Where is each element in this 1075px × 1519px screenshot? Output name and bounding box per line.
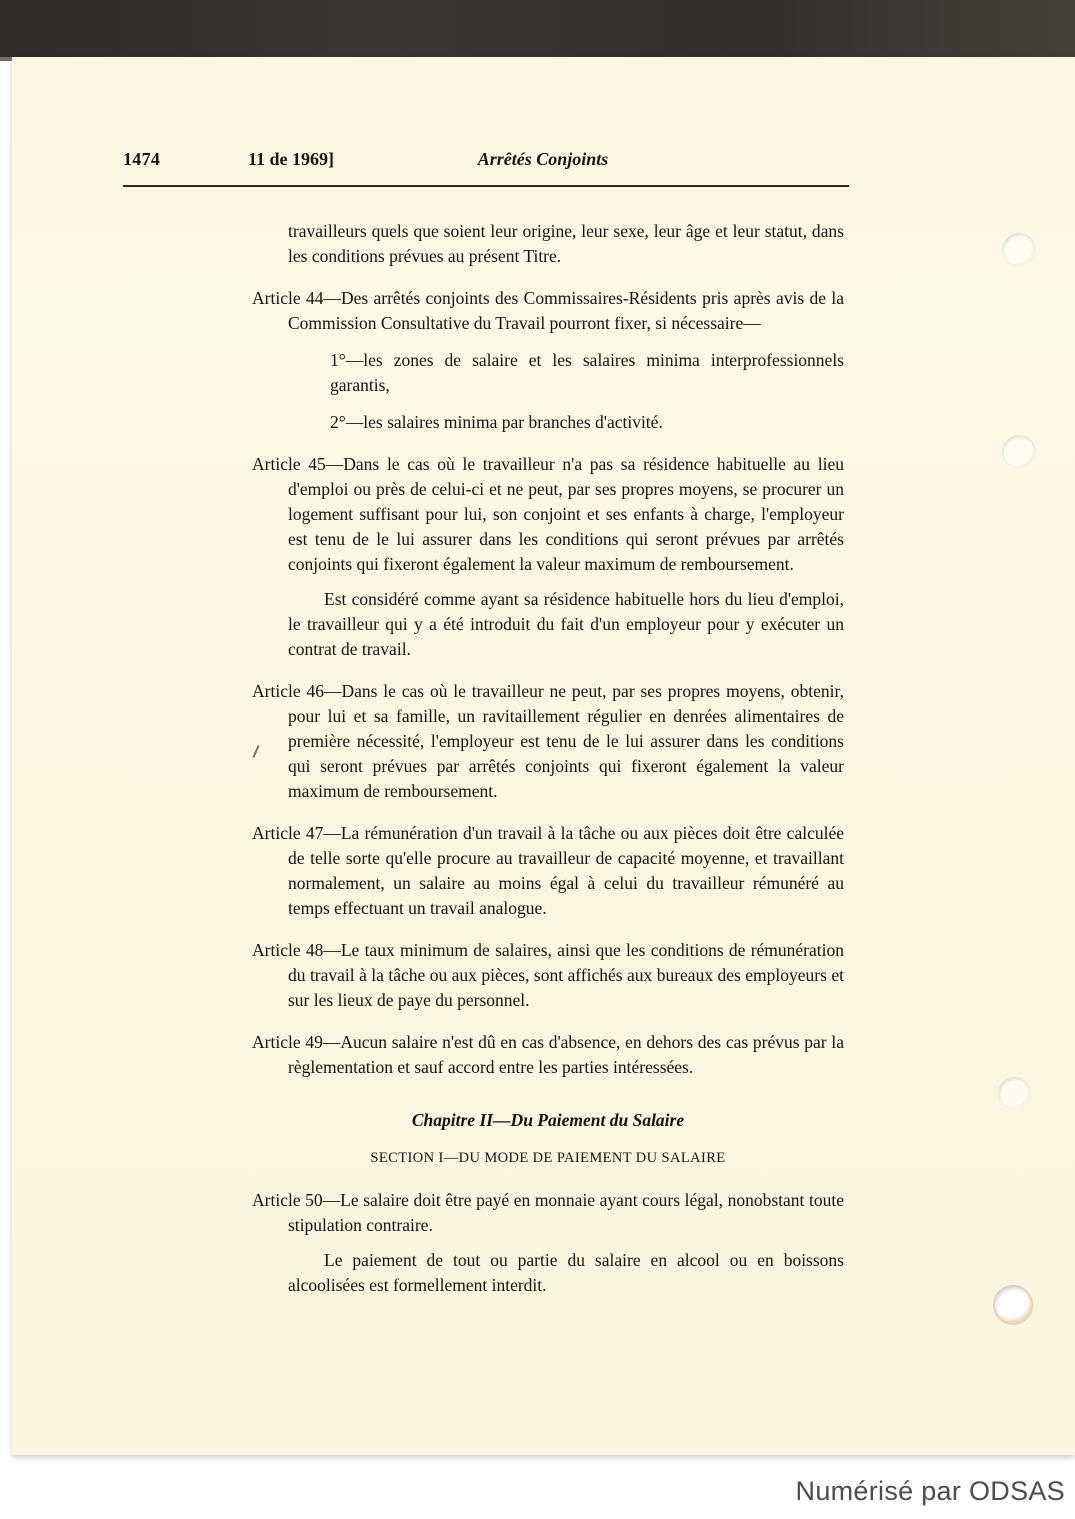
header-rule: [123, 185, 849, 187]
paragraph-article-48: Article 48—Le taux minimum de salaires, ainsi que les conditions de rémunération du travail à la tâche ou aux pièces, sont affichés aux bureaux des employeurs et sur les lieux de paye du personnel.: [252, 940, 844, 1010]
punch-hole-3: [998, 1077, 1031, 1110]
document-page: [12, 57, 1075, 1455]
list-item-2: 2°—les salaires minima par branches d'activité.: [330, 412, 663, 432]
paragraph-article-50-alinea: Le paiement de tout ou partie du salaire en alcool ou en boissons alcoolisées est formellement interdit.: [288, 1250, 844, 1295]
chapter-heading: Chapitre II—Du Paiement du Salaire: [411, 1110, 685, 1130]
page-header: [123, 149, 849, 195]
paragraph-article-44: Article 44—Des arrêtés conjoints des Commissaires-Résidents pris après avis de la Commission Consultative du Travail pourront fixer, si nécessaire—: [252, 288, 844, 333]
page-number: 1474: [123, 149, 161, 169]
punch-hole-1: [1002, 233, 1036, 267]
paragraph-article-49: Article 49—Aucun salaire n'est dû en cas d'absence, en dehors des cas prévus par la règlementation et sauf accord entre les parties intéressées.: [252, 1032, 844, 1077]
list-item-1: 1°—les zones de salaire et les salaires minima interprofessionnels garantis,: [330, 350, 844, 395]
paragraph-article-45-alinea: Est considéré comme ayant sa résidence habituelle hors du lieu d'emploi, le travailleur qui y a été introduit du fait d'un employeur pour y exécuter un contrat de travail.: [288, 589, 844, 659]
paragraph-article-46: Article 46—Dans le cas où le travailleur ne peut, par ses propres moyens, obtenir, pour lui et sa famille, un ravitaillement régulier en denrées alimentaires de première nécessité, l'employeur est tenu de le lui assurer dans les conditions qui seront prévues par arrêtés conjoints qui fixeront également la valeur maximum de remboursement.: [252, 681, 844, 801]
punch-hole-2: [1002, 435, 1036, 469]
paragraph-article-45: Article 45—Dans le cas où le travailleur n'a pas sa résidence habituelle au lieu d'emploi ou près de celui-ci et ne peut, par ses propres moyens, se procurer un logement suffisant pour lui, son conjoint et ses enfants à charge, l'employeur est tenu de le lui assurer dans les conditions qui seront prévues par arrêtés conjoints qui fixeront également la valeur maximum de remboursement.: [252, 454, 844, 574]
scan-watermark: Numérisé par ODSAS: [795, 1476, 1065, 1506]
paragraph-article-47: Article 47—La rémunération d'un travail à la tâche ou aux pièces doit être calculée de telle sorte qu'elle procure au travailleur de capacité moyenne, et travaillant normalement, un salaire au moins égal à celui du travailleur rémunéré au temps effectuant un travail analogue.: [252, 823, 844, 918]
text-column: [252, 219, 844, 1298]
journal-title: Arrêtés Conjoints: [477, 149, 609, 169]
section-heading: SECTION I—DU MODE DE PAIEMENT DU SALAIRE: [370, 1150, 726, 1166]
issue-label: 11 de 1969]: [248, 149, 335, 169]
scanner-dark-edge: [0, 0, 1075, 57]
punch-hole-4: [993, 1285, 1033, 1325]
paragraph-continuation: travailleurs quels que soient leur origine, leur sexe, leur âge et leur statut, dans les conditions prévues au présent Titre.: [288, 221, 844, 266]
paragraph-article-50: Article 50—Le salaire doit être payé en monnaie ayant cours légal, nonobstant toute stipulation contraire.: [252, 1190, 844, 1235]
